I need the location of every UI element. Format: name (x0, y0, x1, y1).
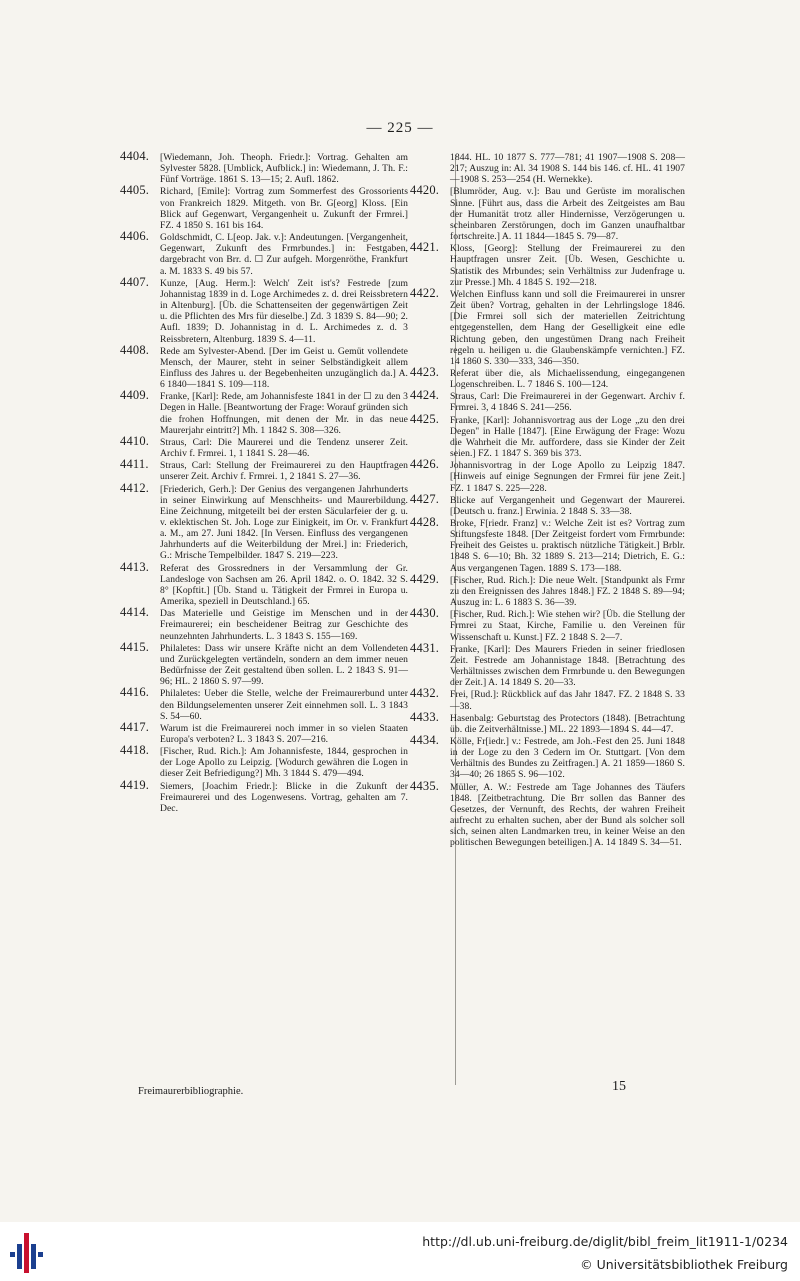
entry-number: 4430. (410, 606, 440, 621)
entry-text: Franke, [Karl]: Johannisvortrag aus der Loge „zu den drei Degen" in Halle [1847]. [Eine Erwägung der Frage: Wozu die Wahrheit die Mr. auffordere, dass sie Kinder der Zeit seien.] FZ. 1 1847 S. 369 bis 373. (450, 414, 685, 460)
entry-text: Goldschmidt, C. L[eop. Jak. v.]: Andeutungen. [Vergangenheit, Gegenwart, Zukunft des Frmrbundes.] in: Festgaben, dargebracht von Brr. d. ☐ Zur aufgeh. Morgenröthe, Frankfurt a. M. 1833 S. 49 bis 57. (160, 232, 408, 277)
entry-text: [Fischer, Rud. Rich.]: Die neue Welt. [Standpunkt als Frmr zu den Ereignissen des Jahres 1848.] FZ. 2 1848 S. 89—94; Auszug in: L. 6 1883 S. 36—39. (450, 574, 685, 609)
university-logo-icon (8, 1230, 46, 1274)
entry-text: Straus, Carl: Stellung der Freimaurerei zu den Hauptfragen unserer Zeit. Archiv f. Frmrei. 1, 2 1841 S. 27—36. (160, 460, 408, 483)
entry-number: 4432. (410, 686, 440, 701)
entry-number: 4409. (120, 388, 150, 403)
entry-text: Straus, Carl: Die Maurerei und die Tendenz unserer Zeit. Archiv f. Frmrei. 1, 1 1841 S. 28—46. (160, 436, 408, 460)
bibliography-entry (410, 606, 685, 643)
entry-text: Blicke auf Vergangenheit und Gegenwart der Maurerei. [Deutsch u. franz.] Erwinia. 2 1848 S. 33—38. (450, 494, 685, 517)
entry-text: Frei, [Rud.]: Rückblick auf das Jahr 1847. FZ. 2 1848 S. 33—38. (450, 689, 685, 712)
bibliography-entry (120, 274, 408, 345)
entry-number: 4435. (410, 778, 440, 793)
entry-number: 4423. (410, 364, 440, 379)
bibliography-entry (410, 457, 685, 494)
bibliography-entry (120, 229, 408, 277)
bibliography-entry (410, 571, 685, 609)
entry-number: 4428. (410, 515, 440, 529)
entry-number: 4418. (120, 743, 150, 758)
entry-text: Das Materielle und Geistige im Menschen und in der Freimaurerei; ein bescheidener Beitrag zur Geschichte des neunzehnten Jahrhunderts. L. 3 1843 S. 155—169. (160, 608, 408, 642)
entry-number: 4410. (120, 433, 150, 448)
entry-number: 4420. (410, 183, 440, 198)
entry-number: 4424. (410, 388, 440, 403)
entry-text: Rede am Sylvester-Abend. [Der im Geist u. Gemüt vollendete Mensch, der Maurer, steht in seiner Selbständigkeit allem Einfluss des Jahres u. der Begebenheiten unzugänglich da.] A. 6 1840—1841 S. 109—118. (160, 345, 408, 391)
bibliography-entry (120, 639, 408, 688)
bibliography-entry (410, 778, 685, 849)
entry-number: 4421. (410, 240, 440, 255)
entry-text: [Wiedemann, Joh. Theoph. Friedr.]: Vortrag. Gehalten am Sylvester 5828. [Umblick, Aufblick.] in: Wiedemann, J. Th. F.: Fünf Vorträge. 1861 S. 13—15; 2. Aufl. 1862. (160, 152, 408, 186)
entry-number: 4413. (120, 559, 150, 574)
entry-text: Warum ist die Freimaurerei noch immer in so vielen Staaten Europa's verboten? L. 3 1843 S. 207—216. (160, 722, 408, 745)
entry-number: 4426. (410, 457, 440, 472)
entry-text: Referat über die, als Michaelissendung, eingegangenen Logenschreiben. L. 7 1846 S. 100—124. (450, 367, 685, 391)
entry-text: Kunze, [Aug. Herm.]: Welch' Zeit ist's? Festrede [zum Johannistag 1839 in d. Loge Archimedes z. d. drei Reissbretern in Altenburg]. [Üb. die Schattenseiten der gegenwärtigen Zeit u. die Pflichten des Mrs für dieselbe.] Zd. 3 1839 S. 84—90; 2. Aufl. 1839; D. Johannistag in d. L. Archimedes z. d. 3 Reissbretern, Altenburg. 1839 S. 4—11. (160, 277, 408, 345)
bibliography-entry (410, 686, 685, 712)
bibliography-entry (120, 743, 408, 780)
footer-title: Freimaurerbibliographie. (138, 1086, 244, 1097)
entry-text: Kloss, [Georg]: Stellung der Freimaurerei zu den Hauptfragen unsrer Zeit. [Üb. Wesen, Geschichte u. Statistik des Mrbundes; sein Verhältniss zur Judenfrage u. zur Presse.] Mh. 4 1845 S. 192—218. (450, 243, 685, 288)
entry-text: Welchen Einfluss kann und soll die Freimaurerei in unsrer Zeit üben? Vortrag, gehalten in der Lehrlingsloge 1846. [Die Frmrei soll sich der materiellen Zeitrichtung entgegenstellen, dem Hang der Geselligkeit eine edle Richtung geben, den ungestümen Drang nach Freiheit regeln u. heiligen u. die Glaubenskämpfe vernichten.] FZ. 14 1860 S. 330—333, 346—350. (450, 288, 685, 367)
entry-number: 4427. (410, 491, 440, 506)
entry-text: Müller, A. W.: Festrede am Tage Johannes des Täufers 1848. [Zeitbetrachtung. Die Brr sollen das Banner des Gesetzes, der Vernunft, des Rechts, der wahren Freiheit aufrecht zu erhalten suchen, aber der Bund als solcher soll sich, seinen alten Landmarken treu, in keiner Weise an den politischen Bewegungen beteiligen.] A. 14 1849 S. 34—51. (450, 781, 685, 849)
copyright-text: © Universitätsbibliothek Freiburg (580, 1257, 788, 1272)
bibliography-entry (410, 285, 685, 367)
bibliography-entry (410, 515, 685, 574)
entry-text: 1844. HL. 10 1877 S. 777—781; 41 1907—1908 S. 208—217; Auszug in: Al. 34 1908 S. 144 bis 146. cf. HL. 41 1907—1908 S. 253—254 (H. Wernekke). (450, 152, 685, 186)
entry-number: 4411. (120, 457, 149, 472)
bibliography-entry (410, 240, 685, 288)
entry-text: [Friederich, Gerh.]: Der Genius des vergangenen Jahrhunderts in seiner Einwirkung auf Menschheits- und Maurerbildung. Eine Zeichnung, mitgeteilt bei der ersten Säcularfeier der g. u. v. eklektischen St. Joh. Loge zur Einigkeit, im Or. v. Frankfurt a. M., am 27. Juni 1842. [In Versen. Einfluss des vergangenen Jahrhunderts auf die Weiterbildung der Mrei.] in: Friederich, G.: Mrische Tempelbilder. 1847 S. 219—223. (160, 483, 408, 562)
entry-number: 4417. (120, 719, 150, 734)
bibliography-entry (410, 152, 685, 185)
bibliography-entry (120, 480, 408, 562)
entry-number: 4416. (120, 685, 150, 700)
bibliography-entry (410, 388, 685, 414)
entry-text: Broke, F[riedr. Franz] v.: Welche Zeit ist es? Vortrag zum Stiftungsfeste 1848. [Der Zeitgeist fordert vom Frmrbunde: Freiheit des Geistes u. praktisch nützliche Tätigkeit.] Brblr. 1848 S. 6—10; Bh. 32 1889 S. 213—214; Dietrich, E. G.: Aus vergangenen Tagen. 1889 S. 173—188. (450, 518, 685, 574)
entry-number: 4415. (120, 639, 150, 654)
entry-number: 4405. (120, 183, 150, 198)
bibliography-entry (410, 640, 685, 689)
bibliography-entry (410, 732, 685, 781)
bibliography-entry (410, 709, 685, 735)
bibliography-entry (120, 342, 408, 391)
entry-text: Straus, Carl: Die Freimaurerei in der Gegenwart. Archiv f. Frmrei. 3, 4 1846 S. 241—256. (450, 391, 685, 414)
entry-text: Philaletes: Ueber die Stelle, welche der Freimaurerbund unter den Bildungselementen unserer Zeit einnehmen soll. L. 3 1843 S. 54—60. (160, 688, 408, 722)
entry-number: 4404. (120, 149, 150, 163)
viewer-footer-bar (0, 1222, 800, 1281)
left-column (120, 149, 408, 815)
entry-text: Franke, [Karl]: Des Maurers Frieden in seiner friedlosen Zeit. Festrede am Johannistage 1848. [Betrachtung des Verhältnisses zwischen dem Frmrbunde u. den Bewegungen der Zeit.] A. 14 1849 S. 20—33. (450, 643, 685, 689)
bibliography-entry (120, 559, 408, 608)
entry-text: Richard, [Emile]: Vortrag zum Sommerfest des Grossorients von Frankreich 1829. Mitgeth. von Br. G[eorg] Kloss. [Ein Blick auf Gegenwart, Vergangenheit u. Zukunft der Frmrei.] FZ. 4 1850 S. 161 bis 164. (160, 186, 408, 231)
entry-text: Hasenbalg: Geburtstag des Protectors (1848). [Betrachtung üb. die Zeitverhältnisse.] ML. 22 1893—1894 S. 44—47. (450, 712, 685, 735)
entry-text: [Fischer, Rud. Rich.]: Am Johannisfeste, 1844, gesprochen in der Loge Apollo zu Leipzig. [Wodurch gewähren die Logen in dieser Zeit Befriedigung?] Mh. 3 1844 S. 479—494. (160, 746, 408, 780)
entry-text: Siemers, [Joachim Friedr.]: Blicke in die Zukunft der Freimaurerei und des Logenwesens. Vortrag, gehalten am 7. Dec. (160, 780, 408, 814)
bibliography-entry (120, 719, 408, 745)
entry-text: Kölle, Fr[iedr.] v.: Festrede, am Joh.-Fest den 25. Juni 1848 in der Loge zu den 3 Cedern im Or. Stuttgart. [Von dem Verhältnis des Bundes zu Zeitfragen.] A. 21 1859—1860 S. 34—40; 26 1865 S. 96—102. (450, 735, 685, 781)
entry-number: 4425. (410, 411, 440, 426)
bibliography-entry (410, 183, 685, 243)
entry-number: 4433. (410, 709, 440, 724)
entry-number: 4434. (410, 732, 440, 747)
entry-number: 4408. (120, 342, 150, 357)
entry-number: 4429. (410, 571, 440, 586)
page-number: — 225 — (366, 120, 434, 136)
entry-number: 4407. (120, 274, 150, 289)
right-column (410, 152, 685, 850)
entry-text: Referat des Grossredners in der Versammlung der Gr. Landesloge von Sachsen am 26. April 1842. o. O. 1842. 32 S. 8° [Kopftit.] [Üb. Stand u. Tätigkeit der Frmrei in Europa u. Amerika, speziell in Deutschland.] 65. (160, 562, 408, 608)
entry-text: Johannisvortrag in der Loge Apollo zu Leipzig 1847. [Hinweis auf einige Segnungen der Frmrei für jene Zeit.] FZ. 1 1847 S. 225—228. (450, 460, 685, 494)
bibliography-entry (120, 457, 408, 483)
signature-mark: 15 (612, 1079, 626, 1094)
entry-number: 4422. (410, 285, 440, 300)
bibliography-entry (120, 685, 408, 722)
bibliography-entry (410, 491, 685, 517)
bibliography-entry (410, 364, 685, 391)
entry-number: 4431. (410, 640, 440, 655)
bibliography-entry (120, 183, 408, 231)
entry-text: [Blumröder, Aug. v.]: Bau und Gerüste im moralischen Sinne. [Führt aus, dass die Arbeit des Zeitgeistes am Bau der Humanität trotz aller Hindernisse, Verzögerungen u. scheinbaren Zerstörungen, doch im Ganzen unaufhaltbar fortschreite.] A. 11 1844—1845 S. 79—87. (450, 186, 685, 243)
bibliography-entry (120, 149, 408, 186)
entry-number: 4414. (120, 605, 150, 620)
bibliography-entry (120, 605, 408, 642)
document-url-link[interactable]: http://dl.ub.uni-freiburg.de/diglit/bibl_freim_lit1911-1/0234 (422, 1234, 788, 1249)
entry-number: 4406. (120, 229, 150, 244)
entry-number: 4419. (120, 777, 150, 792)
entry-text: [Fischer, Rud. Rich.]: Wie stehen wir? [Üb. die Stellung der Frmrei zu Staat, Kirche, Familie u. den Vereinen für Wissenschaft u. Kunst.] FZ. 2 1848 S. 2—7. (450, 609, 685, 643)
entry-text: Philaletes: Dass wir unsere Kräfte nicht an dem Vollendeten und Zurückgelegten vertändeln, sondern an dem immer neuen Bedürfnisse der Zeit gestaltend üben sollen. L. 2 1843 S. 91—96; HL. 2 1860 S. 97—99. (160, 642, 408, 688)
bibliography-entry (120, 388, 408, 436)
entry-text: Franke, [Karl]: Rede, am Johannisfeste 1841 in der ☐ zu den 3 Degen in Halle. [Beantwortung der Frage: Worauf gründen sich die frohen Hoffnungen, mit denen der Mr. in das neue Maurerjahr eintritt?] Mh. 1 1842 S. 308—326. (160, 391, 408, 436)
bibliography-entry (410, 411, 685, 460)
bibliography-entry (120, 777, 408, 814)
entry-number: 4412. (120, 480, 150, 495)
bibliography-entry (120, 433, 408, 460)
